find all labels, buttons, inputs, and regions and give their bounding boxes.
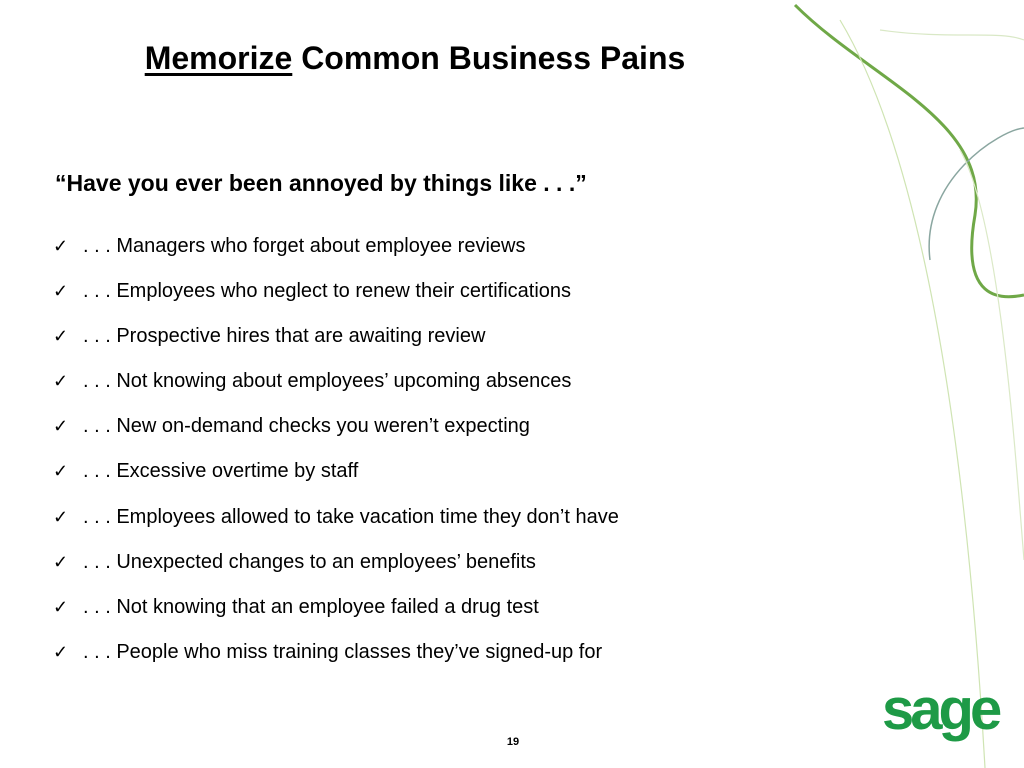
- list-item-text: . . . Not knowing about employees’ upcoming absences: [83, 370, 572, 393]
- checkmark-icon: ✓: [53, 461, 69, 482]
- list-item-text: . . . Employees who neglect to renew their certifications: [83, 280, 572, 303]
- list-item-text: . . . Prospective hires that are awaiting review: [83, 325, 486, 348]
- list-item-text: . . . Not knowing that an employee failed a drug test: [83, 595, 539, 618]
- curve-light-1: [840, 20, 985, 768]
- list-item: [53, 233, 619, 278]
- checkmark-icon: ✓: [53, 416, 69, 437]
- checkmark-icon: ✓: [53, 551, 69, 572]
- pain-points-list: [53, 233, 619, 684]
- list-item: [53, 278, 619, 323]
- list-item-text: . . . Excessive overtime by staff: [83, 460, 359, 483]
- curve-light-2: [880, 30, 1024, 40]
- list-item: [53, 413, 619, 458]
- list-item: [53, 368, 619, 413]
- list-item-text: . . . Employees allowed to take vacation time they don’t have: [83, 505, 619, 528]
- slide-subtitle: “Have you ever been annoyed by things like . . .”: [55, 170, 587, 196]
- slide-title: [0, 40, 830, 77]
- title-emphasis: Memorize: [144, 40, 293, 76]
- checkmark-icon: ✓: [53, 326, 69, 347]
- curve-light-3: [960, 150, 1024, 560]
- list-item: [53, 639, 619, 684]
- list-item: [53, 594, 619, 639]
- title-rest: Common Business Pains: [301, 40, 686, 76]
- checkmark-icon: ✓: [53, 281, 69, 302]
- list-item: [53, 323, 619, 368]
- checkmark-icon: ✓: [53, 596, 69, 617]
- list-item: [53, 504, 619, 549]
- checkmark-icon: ✓: [53, 371, 69, 392]
- list-item-text: . . . Managers who forget about employee reviews: [83, 235, 526, 257]
- sage-logo: sage: [882, 677, 999, 742]
- list-item: [53, 549, 619, 594]
- list-item-text: . . . People who miss training classes they’ve signed-up for: [83, 640, 603, 663]
- checkmark-icon: ✓: [53, 641, 69, 662]
- list-item: [53, 458, 619, 503]
- list-item-text: . . . Unexpected changes to an employees’ benefits: [83, 550, 536, 573]
- page-number: 19: [506, 736, 520, 748]
- list-item-text: . . . New on-demand checks you weren’t expecting: [83, 415, 530, 438]
- checkmark-icon: ✓: [53, 506, 69, 527]
- checkmark-icon: ✓: [53, 236, 69, 256]
